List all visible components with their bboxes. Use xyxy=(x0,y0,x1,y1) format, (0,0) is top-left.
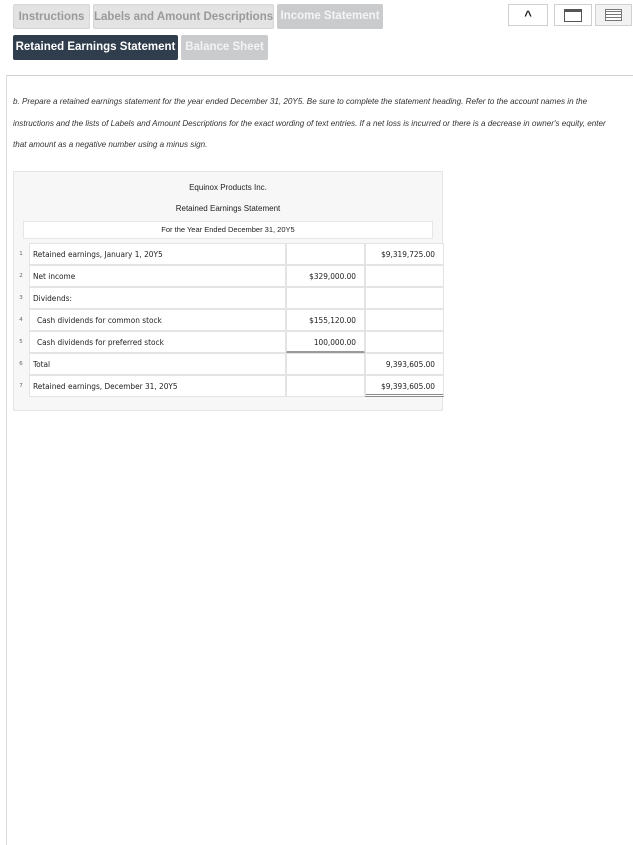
table-row xyxy=(14,375,444,397)
statement-title: Retained Earnings Statement xyxy=(175,204,281,213)
tab-instructions[interactable]: Instructions xyxy=(13,4,90,29)
row-number: 7 xyxy=(19,383,23,389)
collapse-button[interactable] xyxy=(508,4,548,26)
row-label-input[interactable]: Dividends: xyxy=(29,287,286,309)
row-number: 6 xyxy=(19,361,23,367)
amount-input-column-2[interactable] xyxy=(365,265,444,287)
table-row xyxy=(14,243,444,265)
company-name: Equinox Products Inc. xyxy=(189,183,267,192)
row-label-input[interactable]: Retained earnings, December 31, 20Y5 xyxy=(29,375,286,397)
table-row xyxy=(14,353,444,375)
row-label-input[interactable]: Cash dividends for common stock xyxy=(29,309,286,331)
row-label-input[interactable]: Total xyxy=(29,353,286,375)
instructions-text: b. Prepare a retained earnings statement for the year ended December 31, 20Y5. Be sure to complete the statement heading. Refer to the account names in the instructions and the lists of Labels and Amount Descriptions for the exact wording of text entries. If a net loss is incurred or there is a decrease in owner's equity, enter that amount as a negative number using a minus sign. xyxy=(13,97,606,149)
table-row xyxy=(14,331,444,353)
amount-input-column-1[interactable] xyxy=(286,375,365,397)
statement-period: For the Year Ended December 31, 20Y5 xyxy=(23,221,433,239)
list-view-button[interactable] xyxy=(595,4,632,26)
amount-input-column-2[interactable]: $9,393,605.00 xyxy=(365,375,444,397)
amount-input-column-2[interactable] xyxy=(365,287,444,309)
amount-input-column-1[interactable] xyxy=(286,287,365,309)
amount-input-column-2[interactable]: $9,319,725.00 xyxy=(365,243,444,265)
table-row xyxy=(14,287,444,309)
amount-input-column-1[interactable]: $155,120.00 xyxy=(286,309,365,331)
row-label-input[interactable]: Cash dividends for preferred stock xyxy=(29,331,286,353)
list-icon xyxy=(605,9,622,21)
row-number: 2 xyxy=(19,273,23,279)
tab-balance-sheet[interactable]: Balance Sheet xyxy=(181,35,268,60)
amount-input-column-1[interactable] xyxy=(286,243,365,265)
tab-labels-and-amount-descriptions[interactable]: Labels and Amount Descriptions xyxy=(93,4,274,29)
tab-income-statement[interactable]: Income Statement xyxy=(277,4,383,29)
amount-input-column-2[interactable] xyxy=(365,309,444,331)
amount-input-column-1[interactable]: 100,000.00 xyxy=(286,331,365,353)
retained-earnings-statement-form xyxy=(13,171,443,411)
single-view-button[interactable] xyxy=(554,4,592,26)
table-row xyxy=(14,265,444,287)
row-number: 5 xyxy=(19,339,23,345)
row-label-input[interactable]: Retained earnings, January 1, 20Y5 xyxy=(29,243,286,265)
window-icon xyxy=(564,9,582,22)
row-label-input[interactable]: Net income xyxy=(29,265,286,287)
row-number: 3 xyxy=(19,295,23,301)
chevron-up-icon: ^ xyxy=(524,7,532,23)
amount-input-column-2[interactable]: 9,393,605.00 xyxy=(365,353,444,375)
row-number: 4 xyxy=(19,317,23,323)
row-number: 1 xyxy=(19,251,23,257)
amount-input-column-1[interactable]: $329,000.00 xyxy=(286,265,365,287)
divider xyxy=(6,75,633,76)
tab-retained-earnings-statement[interactable]: Retained Earnings Statement xyxy=(13,35,178,60)
content-left-border xyxy=(6,75,7,845)
amount-input-column-2[interactable] xyxy=(365,331,444,353)
amount-input-column-1[interactable] xyxy=(286,353,365,375)
table-row xyxy=(14,309,444,331)
